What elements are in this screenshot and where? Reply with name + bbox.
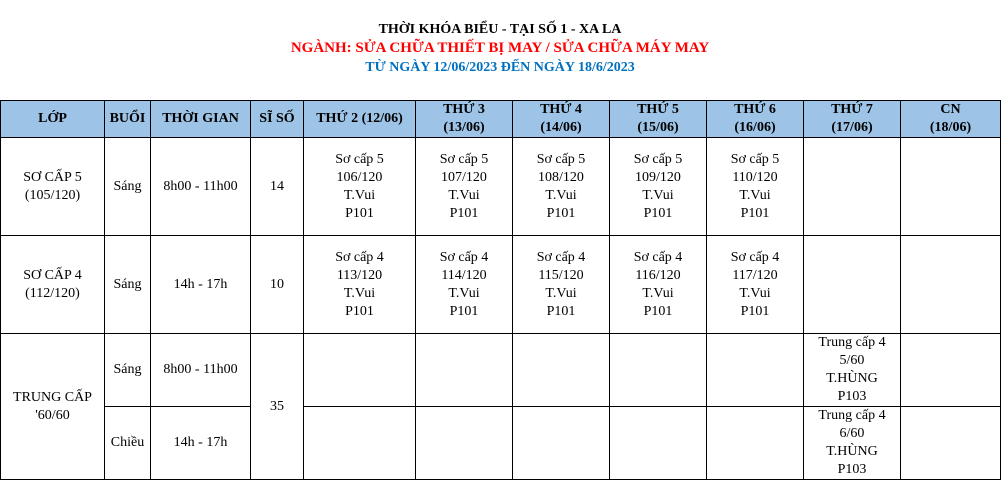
lesson-cell: Sơ cấp 4 113/120 T.Vui P101 bbox=[304, 236, 416, 334]
title-block bbox=[0, 20, 1000, 77]
lesson-cell bbox=[304, 334, 416, 407]
col-header-thu7: THỨ 7 (17/06) bbox=[804, 101, 901, 138]
lesson-cell bbox=[707, 407, 804, 480]
lesson-cell bbox=[513, 407, 610, 480]
col-header-thu4: THỨ 4 (14/06) bbox=[513, 101, 610, 138]
lesson-cell bbox=[610, 334, 707, 407]
time-cell: 8h00 - 11h00 bbox=[151, 138, 251, 236]
table-row bbox=[1, 138, 1001, 236]
class-name-cell: TRUNG CẤP '60/60 bbox=[1, 334, 105, 480]
table-row bbox=[1, 407, 1001, 480]
class-name-cell: SƠ CẤP 4 (112/120) bbox=[1, 236, 105, 334]
lesson-cell bbox=[804, 138, 901, 236]
table-row bbox=[1, 334, 1001, 407]
lesson-cell: Sơ cấp 5 110/120 T.Vui P101 bbox=[707, 138, 804, 236]
class-name-cell: SƠ CẤP 5 (105/120) bbox=[1, 138, 105, 236]
lesson-cell bbox=[901, 138, 1001, 236]
col-header-thu3: THỨ 3 (13/06) bbox=[416, 101, 513, 138]
lesson-cell bbox=[901, 407, 1001, 480]
table-row bbox=[1, 236, 1001, 334]
lesson-cell: Sơ cấp 5 106/120 T.Vui P101 bbox=[304, 138, 416, 236]
schedule-title: THỜI KHÓA BIỂU - TẠI SỐ 1 - XA LA bbox=[378, 22, 622, 37]
lesson-cell bbox=[513, 334, 610, 407]
lesson-cell: Sơ cấp 4 114/120 T.Vui P101 bbox=[416, 236, 513, 334]
lesson-cell bbox=[610, 407, 707, 480]
col-header-thoigian: THỜI GIAN bbox=[151, 101, 251, 138]
col-header-siso: SĨ SỐ bbox=[251, 101, 304, 138]
time-cell: 8h00 - 11h00 bbox=[151, 334, 251, 407]
lesson-cell: Sơ cấp 4 117/120 T.Vui P101 bbox=[707, 236, 804, 334]
lesson-cell bbox=[901, 334, 1001, 407]
lesson-cell bbox=[901, 236, 1001, 334]
col-header-thu6: THỨ 6 (16/06) bbox=[707, 101, 804, 138]
schedule-date-range: TỪ NGÀY 12/06/2023 ĐẾN NGÀY 18/6/2023 bbox=[365, 60, 635, 75]
session-cell: Sáng bbox=[105, 334, 151, 407]
student-count-cell: 14 bbox=[251, 138, 304, 236]
col-header-thu2: THỨ 2 (12/06) bbox=[304, 101, 416, 138]
time-cell: 14h - 17h bbox=[151, 407, 251, 480]
lesson-cell: Sơ cấp 5 108/120 T.Vui P101 bbox=[513, 138, 610, 236]
schedule-major: NGÀNH: SỬA CHỮA THIẾT BỊ MAY / SỬA CHỮA MÁY MAY bbox=[290, 40, 710, 56]
student-count-cell: 10 bbox=[251, 236, 304, 334]
col-header-buoi: BUỔI bbox=[105, 101, 151, 138]
header-row bbox=[1, 101, 1001, 138]
col-header-lop: LỚP bbox=[1, 101, 105, 138]
lesson-cell: Sơ cấp 4 115/120 T.Vui P101 bbox=[513, 236, 610, 334]
col-header-cn: CN (18/06) bbox=[901, 101, 1001, 138]
lesson-cell: Sơ cấp 5 107/120 T.Vui P101 bbox=[416, 138, 513, 236]
timetable bbox=[0, 100, 1001, 480]
time-cell: 14h - 17h bbox=[151, 236, 251, 334]
lesson-cell bbox=[304, 407, 416, 480]
lesson-cell: Sơ cấp 5 109/120 T.Vui P101 bbox=[610, 138, 707, 236]
col-header-thu5: THỨ 5 (15/06) bbox=[610, 101, 707, 138]
lesson-cell: Trung cấp 4 5/60 T.HÙNG P103 bbox=[804, 334, 901, 407]
lesson-cell bbox=[707, 334, 804, 407]
student-count-cell: 35 bbox=[251, 334, 304, 480]
session-cell: Sáng bbox=[105, 236, 151, 334]
session-cell: Sáng bbox=[105, 138, 151, 236]
lesson-cell: Sơ cấp 4 116/120 T.Vui P101 bbox=[610, 236, 707, 334]
session-cell: Chiều bbox=[105, 407, 151, 480]
lesson-cell bbox=[416, 334, 513, 407]
lesson-cell bbox=[416, 407, 513, 480]
lesson-cell bbox=[804, 236, 901, 334]
lesson-cell: Trung cấp 4 6/60 T.HÙNG P103 bbox=[804, 407, 901, 480]
